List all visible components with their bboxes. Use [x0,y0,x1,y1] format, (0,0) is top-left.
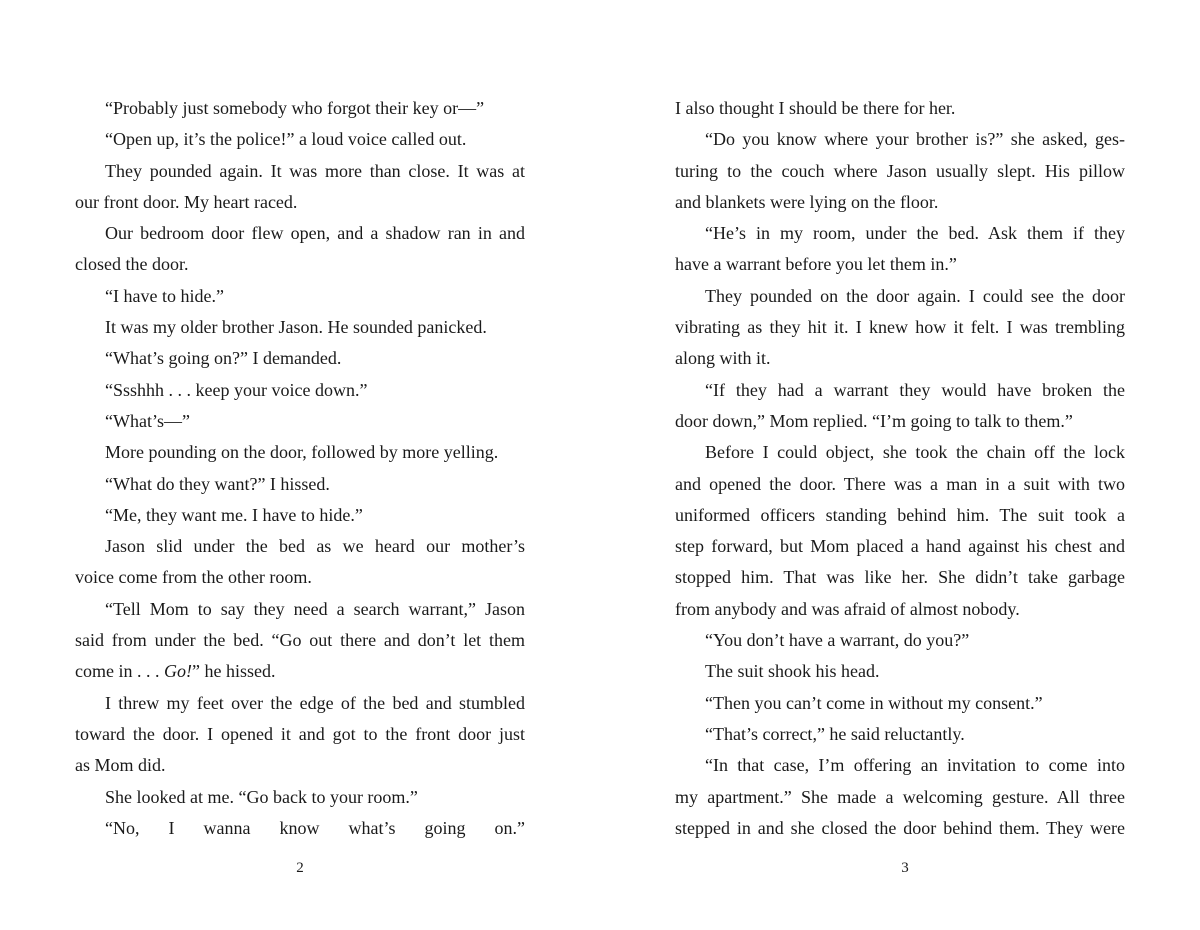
text-line: from anybody and was afraid of almost nobody. [675,598,1020,619]
text-line: voice come from the other room. [75,567,312,588]
text-line: It was my older brother Jason. He sounded panicked. [105,317,487,338]
text-line: “Probably just somebody who forgot their key or—” [105,98,485,118]
page-number-right: 3 [901,860,909,876]
text-line: She looked at me. “Go back to your room.” [105,786,418,807]
text-line: and blankets were lying on the floor. [675,191,939,212]
text-line: “Do you know where your brother is?” she asked, ges- [705,129,1125,150]
text-line: my apartment.” She made a welcoming gesture. All three [675,786,1125,807]
text-line: “Me, they want me. I have to hide.” [105,504,363,525]
text-line: More pounding on the door, followed by more yelling. [105,442,499,463]
text-line: “Tell Mom to say they need a search warrant,” Jason [105,598,525,619]
text-line: “No, I wanna know what’s going on.” [105,817,525,838]
text-line: have a warrant before you let them in.” [675,254,957,275]
text-line: “You don’t have a warrant, do you?” [705,630,970,651]
text-line: “He’s in my room, under the bed. Ask them if they [705,223,1125,244]
text-line: vibrating as they hit it. I knew how it felt. I was trembling [675,317,1125,338]
text-line: door down,” Mom replied. “I’m going to talk to them.” [675,410,1073,431]
text-line: “If they had a warrant they would have broken the [705,379,1125,400]
text-line: They pounded on the door again. I could see the door [705,285,1125,306]
text-line: “What do they want?” I hissed. [105,473,330,494]
text-line: Jason slid under the bed as we heard our mother’s [105,536,525,557]
text-line: stepped in and she closed the door behind them. They were [675,817,1125,838]
text-line: “What’s going on?” I demanded. [105,348,342,369]
text-line: I threw my feet over the edge of the bed and stumbled [105,692,525,713]
text-line: “Open up, it’s the police!” a loud voice called out. [105,129,467,150]
text-line: “Then you can’t come in without my consent.” [705,692,1043,713]
text-line: “In that case, I’m offering an invitation to come into [705,755,1125,776]
text-line: step forward, but Mom placed a hand against his chest and [675,536,1125,557]
page-number-left: 2 [296,860,304,876]
text-line: “I have to hide.” [105,285,224,306]
text-line: closed the door. [75,254,189,275]
text-line: Our bedroom door flew open, and a shadow ran in and [105,223,525,244]
text-line: toward the door. I opened it and got to the front door just [75,723,525,744]
text-line: They pounded again. It was more than close. It was at [105,160,525,181]
left-page-text [75,93,525,844]
text-line: “That’s correct,” he said reluctantly. [705,723,965,744]
text-line: “Ssshhh . . . keep your voice down.” [105,379,368,400]
text-line: along with it. [675,348,771,369]
text-line: I also thought I should be there for her. [675,98,956,118]
text-line: said from under the bed. “Go out there and don’t let them [75,630,525,651]
right-page-text [675,93,1125,844]
text-line: stopped him. That was like her. She didn’t take garbage [675,567,1125,588]
text-line: and opened the door. There was a man in a suit with two [675,473,1125,494]
text-line: Before I could object, she took the chain off the lock [705,442,1125,463]
text-line: as Mom did. [75,755,166,776]
text-line: come in . . . Go!” he hissed. [75,661,276,682]
text-line: “What’s—” [105,410,190,431]
text-line: uniformed officers standing behind him. The suit took a [675,504,1125,525]
text-line: our front door. My heart raced. [75,191,298,212]
text-line: turing to the couch where Jason usually slept. His pillow [675,160,1125,181]
text-line: The suit shook his head. [705,661,880,682]
